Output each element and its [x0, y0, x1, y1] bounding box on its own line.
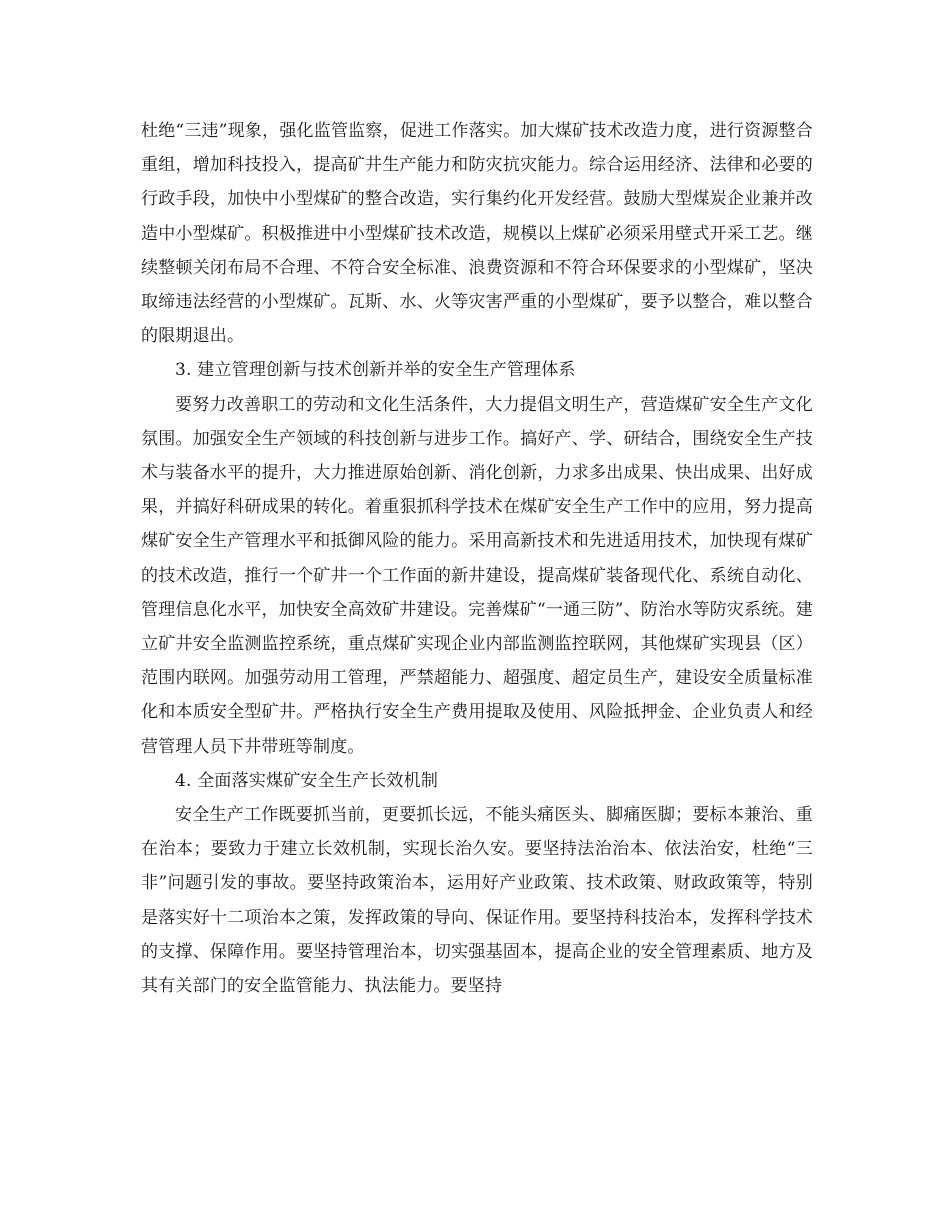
section-heading-3: 3. 建立管理创新与技术创新并举的安全生产管理体系	[175, 360, 576, 381]
document-body	[141, 114, 813, 1003]
paragraph-management-innovation: 要努力改善职工的劳动和文化生活条件，大力提倡文明生产，营造煤矿安全生产文化氛围。加强安全生产领域的科技创新与进步工作。搞好产、学、研结合，围绕安全生产技术与装备水平的提升，大力推进原始创新、消化创新，力求多出成果、快出成果、出好成果，并搞好科研成果的转化。着重狠抓科学技术在煤矿安全生产工作中的应用，努力提高煤矿安全生产管理水平和抵御风险的能力。采用高新技术和先进适用技术，加快现有煤矿的技术改造，推行一个矿井一个工作面的新井建设，提高煤矿装备现代化、系统自动化、管理信息化水平，加快安全高效矿井建设。完善煤矿“一通三防”、防治水等防灾系统。建立矿井安全监测监控系统，重点煤矿实现企业内部监测监控联网，其他煤矿实现县（区）范围内联网。加强劳动用工管理，严禁超能力、超强度、超定员生产，建设安全质量标准化和本质安全型矿井。严格执行安全生产费用提取及使用、风险抵押金、企业负责人和经营管理人员下井带班等制度。	[141, 394, 813, 757]
section-heading-4: 4. 全面落实煤矿安全生产长效机制	[175, 770, 439, 791]
paragraph-long-term-mechanism: 安全生产工作既要抓当前，更要抓长远，不能头痛医头、脚痛医脚；要标本兼治、重在治本；要致力于建立长效机制，实现长治久安。要坚持法治治本、依法治安，杜绝“三非”问题引发的事故。要坚持政策治本，运用好产业政策、技术政策、财政政策等，特别是落实好十二项治本之策，发挥政策的导向、保证作用。要坚持科技治本，发挥科学技术的支撑、保障作用。要坚持管理治本，切实强基固本，提高企业的安全管理素质、地方及其有关部门的安全监管能力、执法能力。要坚持	[141, 805, 813, 997]
paragraph-continued: 杜绝“三违”现象，强化监管监察，促进工作落实。加大煤矿技术改造力度，进行资源整合重组，增加科技投入，提高矿井生产能力和防灾抗灾能力。综合运用经济、法律和必要的行政手段，加快中小型煤矿的整合改造，实行集约化开发经营。鼓励大型煤炭企业兼并改造中小型煤矿。积极推进中小型煤矿技术改造，规模以上煤矿必须采用壁式开采工艺。继续整顿关闭布局不合理、不符合安全标准、浪费资源和不符合环保要求的小型煤矿，坚决取缔违法经营的小型煤矿。瓦斯、水、火等灾害严重的小型煤矿，要予以整合，难以整合的限期退出。	[141, 121, 813, 347]
